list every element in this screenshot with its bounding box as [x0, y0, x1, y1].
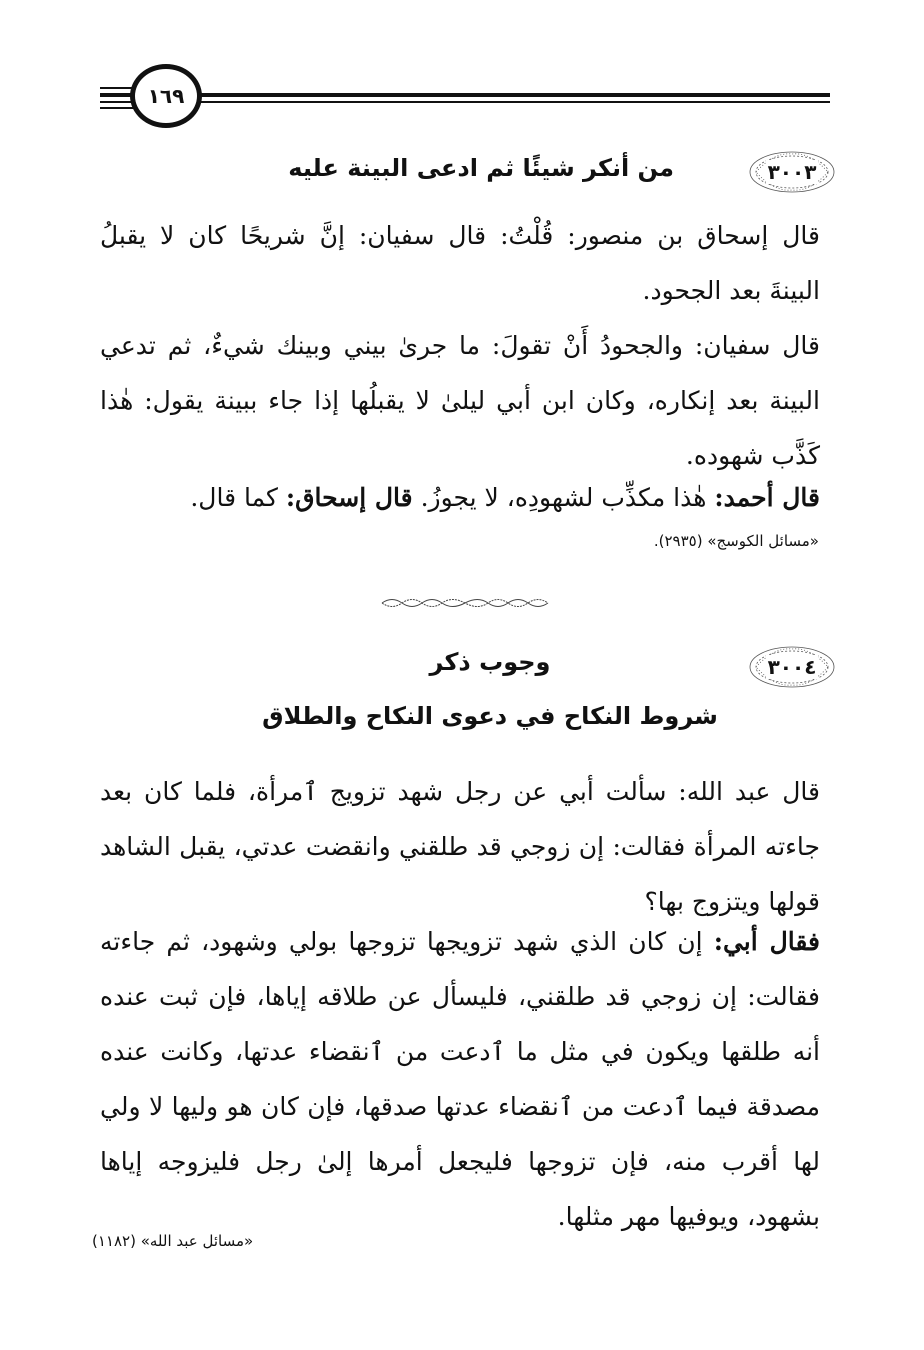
page-number: ١٦٩ — [147, 84, 185, 108]
text-line: فقالت: إن زوجي قد طلقني، فليسأل عن طلاقه إياها، فإن ثبت عنده — [100, 982, 820, 1011]
text-line: قال إسحاق بن منصور: قُلْتُ: قال سفيان: إنَّ شريحًا كان لا يقبلُ — [100, 221, 820, 250]
text-line — [100, 470, 820, 525]
entry-number: ٣٠٠٣ — [767, 160, 817, 184]
paragraph — [100, 318, 820, 483]
text-line: بشهود، ويوفيها مهر مثلها. — [557, 1202, 820, 1231]
text-line: قال سفيان: والجحودُ أَنْ تقولَ: ما جرىٰ بيني وبينك شيءٌ، ثم تدعي — [100, 331, 820, 360]
quote-text: كما قال. — [190, 483, 286, 512]
text-line: قولها ويتزوج بها؟ — [644, 887, 820, 916]
text-line: لها أقرب منه، فإن تزوجها فليجعل أمرها إلىٰ رجل فليزوجه إياها — [100, 1147, 820, 1176]
quote-text: إن كان الذي شهد تزويجها تزوجها بولي وشهود، ثم جاءته — [100, 927, 714, 956]
speaker-label: قال إسحاق: — [285, 483, 413, 512]
entry-number: ٣٠٠٤ — [767, 655, 817, 679]
text-line: البينة بعد إنكاره، وكان ابن أبي ليلىٰ لا يقبلُها إذا جاء ببينة يقول: هٰذا — [100, 386, 820, 415]
quote-text: هٰذا مكذِّب لشهودِه، لا يجوزُ. — [412, 483, 715, 512]
text-line: أنه طلقها ويكون في مثل ما ٱدعت من ٱنقضاء عدتها، وكانت عنده — [100, 1037, 820, 1066]
text-line: كَذَّب شهوده. — [685, 441, 820, 470]
text-line: البينةَ بعد الجحود. — [642, 276, 820, 305]
source-citation: «مسائل الكوسج» (٢٩٣٥). — [653, 532, 819, 550]
speaker-label: قال أحمد: — [714, 483, 820, 512]
entry-title: من أنكر شيئًا ثم ادعى البينة عليه — [288, 154, 674, 182]
text-line: قال عبد الله: سألت أبي عن رجل شهد تزويج ٱمرأة، فلما كان بعد — [100, 777, 820, 806]
paragraph — [100, 764, 820, 929]
entry-number-medallion — [748, 150, 836, 194]
paragraph — [100, 208, 820, 318]
entry-subtitle: شروط النكاح في دعوى النكاح والطلاق — [262, 702, 718, 730]
text-line: مصدقة فيما ٱدعت من ٱنقضاء عدتها صدقها، فإن كان هو وليها لا ولي — [100, 1092, 820, 1121]
speaker-label: فقال أبي: — [713, 927, 820, 956]
paragraph — [100, 470, 820, 525]
header-rule — [100, 93, 830, 97]
divider-ornament-icon — [380, 594, 550, 612]
text-line — [100, 914, 820, 969]
page-number-badge — [130, 64, 202, 128]
text-line: جاءته المرأة فقالت: إن زوجي قد طلقني وانقضت عدتي، يقبل الشاهد — [100, 832, 820, 861]
paragraph — [100, 914, 820, 1244]
source-citation: «مسائل عبد الله» (١١٨٢) — [92, 1232, 254, 1250]
header-rule-thin — [100, 101, 830, 103]
entry-title: وجوب ذكر — [429, 648, 551, 676]
